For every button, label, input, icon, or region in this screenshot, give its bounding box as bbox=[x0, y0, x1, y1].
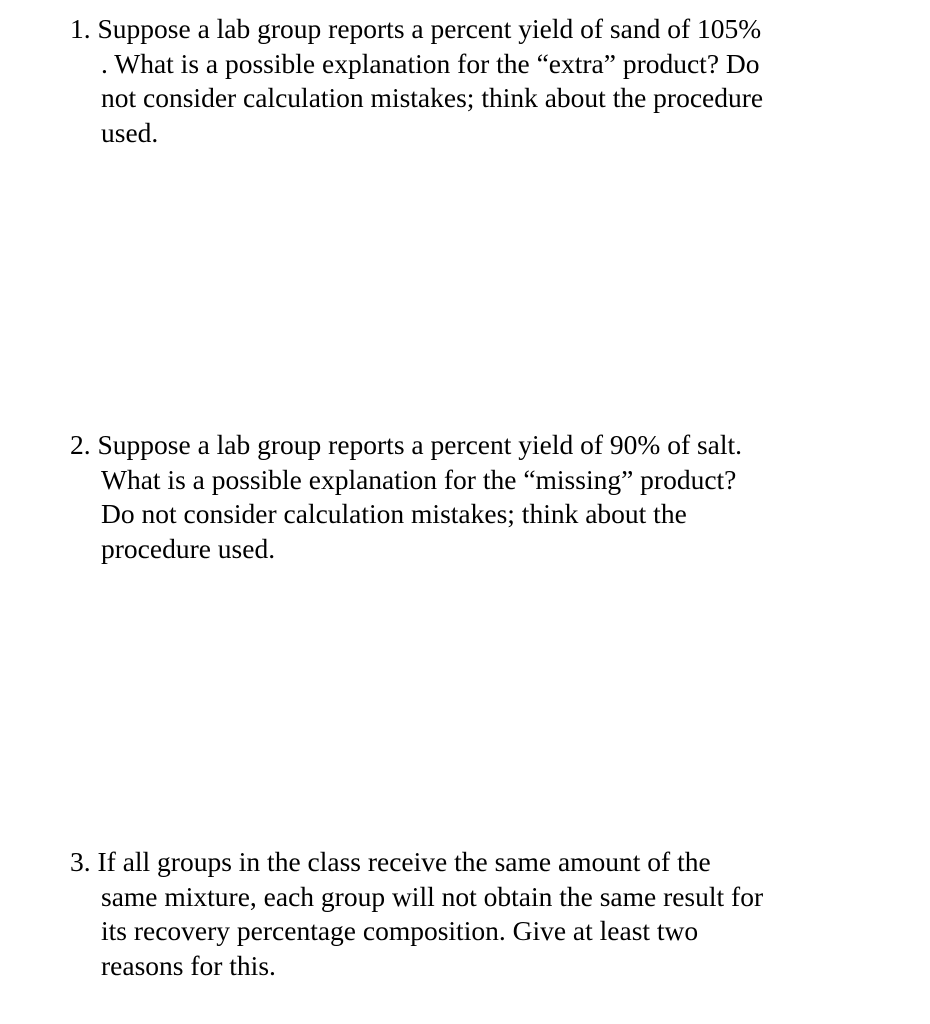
question-1-line-4: used. bbox=[101, 116, 159, 148]
question-1 bbox=[70, 12, 850, 150]
question-3-line-2: same mixture, each group will not obtain the same result for bbox=[101, 880, 764, 912]
question-3-line-3: its recovery percentage composition. Give at least two bbox=[101, 915, 699, 947]
question-1-line-2: . What is a possible explanation for the “extra” product? Do bbox=[101, 47, 760, 79]
question-2 bbox=[70, 428, 850, 566]
question-1-line-1: 1. Suppose a lab group reports a percent yield of sand of 105% bbox=[70, 13, 762, 44]
question-2-line-1: 2. Suppose a lab group reports a percent yield of 90% of salt. bbox=[70, 429, 743, 460]
question-3-line-4: reasons for this. bbox=[101, 949, 276, 981]
question-3 bbox=[70, 845, 850, 983]
question-2-line-4: procedure used. bbox=[101, 532, 276, 564]
question-2-line-3: Do not consider calculation mistakes; think about the bbox=[101, 498, 687, 530]
question-3-line-1: 3. If all groups in the class receive the same amount of the bbox=[70, 846, 711, 877]
question-1-line-3: not consider calculation mistakes; think about the procedure bbox=[101, 82, 764, 114]
question-2-line-2: What is a possible explanation for the “missing” product? bbox=[101, 463, 737, 495]
